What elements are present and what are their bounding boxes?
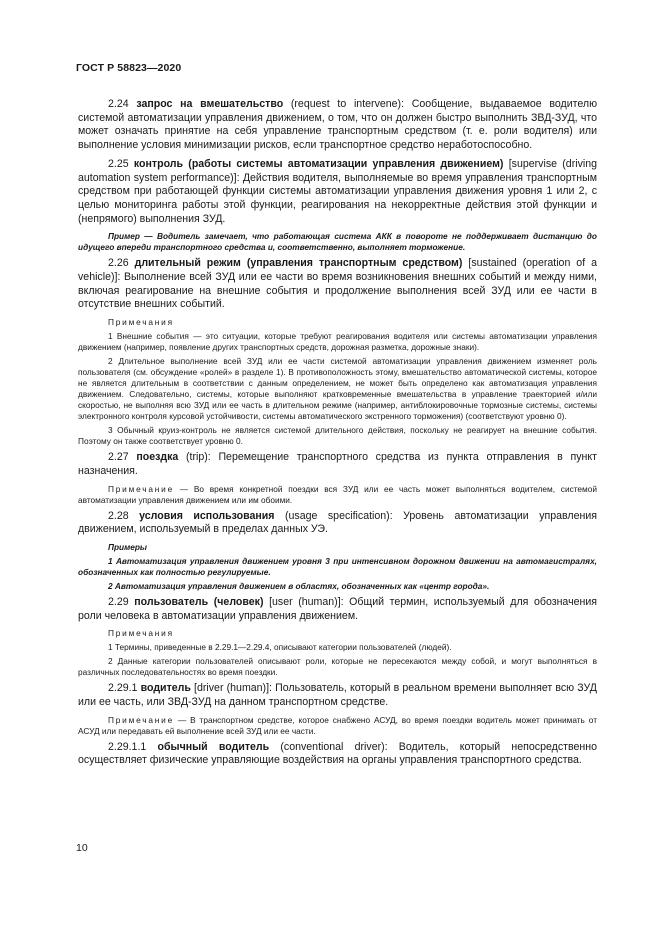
term-definition: (usage specification): Уровень автоматизации управления движением, используемый в пределах данных УЭ. bbox=[78, 509, 597, 536]
notes-heading: Примечания bbox=[108, 628, 174, 639]
term-name: условия использования bbox=[139, 509, 275, 522]
term-name: пользователь (человек) bbox=[134, 595, 264, 608]
term-2-27 bbox=[78, 451, 597, 478]
example-2-25: Пример — Водитель замечает, что работающая система АКК в повороте не поддерживает дистанцию до идущего впереди транспортного средства и, соответственно, выполняет торможение. bbox=[78, 231, 597, 253]
term-definition: [driver (human)]: Пользователь, который в реальном времени выполняет всю ЗУД или ее часть, или ЗВД-ЗУД на данном транспортном средстве. bbox=[78, 682, 597, 709]
examples-heading: Примеры bbox=[108, 541, 148, 552]
term-name: длительный режим (управления транспортным средством) bbox=[134, 257, 463, 270]
note-text: — В транспортном средстве, которое снабжено АСУД, во время поездки водитель может принимать от АСУД или передавать ей выполнение всей ЗУД или ее части. bbox=[78, 714, 597, 736]
notes-heading: Примечания bbox=[108, 317, 174, 328]
note-2-27 bbox=[78, 484, 597, 506]
term-name: контроль (работы системы автоматизации управления движением) bbox=[133, 157, 504, 170]
page-number: 10 bbox=[76, 842, 88, 854]
page-header: ГОСТ Р 58823—2020 bbox=[76, 62, 182, 74]
term-definition: [user (human)]: Общий термин, используемый для обозначения роли человека в автоматизации управления движением. bbox=[78, 595, 598, 622]
term-number: 2.29.1 bbox=[108, 682, 138, 695]
term-definition: [sustained (operation of a vehicle)]: Выполнение всей ЗУД или ее части во время возникновения внешних событий и между ними, включая реагирование на внешние события и продолжение выполнения всей ЗУД или ее части в отсутствие внешних событий. bbox=[78, 257, 598, 311]
term-number: 2.29 bbox=[108, 595, 129, 608]
term-name: водитель bbox=[140, 682, 191, 695]
term-definition: (trip): Перемещение транспортного средства из пункта отправления в пункт назначения. bbox=[78, 451, 597, 477]
note-label: Примечание bbox=[108, 483, 175, 494]
term-2-26 bbox=[78, 257, 597, 312]
term-definition: (conventional driver): Водитель, который непосредственно осуществляет физические управляющие воздействия на органы управления транспортного средства. bbox=[78, 740, 597, 767]
note-2-29-1 bbox=[78, 715, 597, 737]
note-text: — Во время конкретной поездки вся ЗУД или ее часть может выполняться водителем, системой автоматизации управления движением или им обоими. bbox=[78, 483, 597, 505]
note-item: 1 Внешние события — это ситуации, которые требуют реагирования водителя или системы автоматизации управления движением (например, появление других транспортных средств, дорожная разметка, дорожные знаки). bbox=[78, 331, 597, 353]
term-number: 2.26 bbox=[108, 257, 129, 270]
term-name: запрос на вмешательство bbox=[136, 98, 284, 110]
term-number: 2.27 bbox=[108, 451, 129, 464]
term-name: обычный водитель bbox=[157, 740, 270, 753]
term-number: 2.24 bbox=[108, 98, 129, 110]
term-number: 2.25 bbox=[108, 157, 129, 170]
term-2-28 bbox=[78, 510, 597, 537]
note-label: Примечание bbox=[108, 714, 175, 725]
term-definition: [supervise (driving automation system performance)]: Действия водителя, выполняемые во время управления транспортным средством при работающей функции системы автоматизации управления движения уровня 1 или 2, с целью мониторинга работы этой функции, реагирования на некорректные действия этой функции и (непрямого) выполнения ЗУД. bbox=[78, 157, 598, 225]
term-2-29 bbox=[78, 596, 597, 623]
term-2-25 bbox=[78, 158, 597, 227]
note-item: 2 Длительное выполнение всей ЗУД или ее части системой автоматизации управления движением изменяет роль пользователя (см. обсуждение «ролей» в разделе 1). В противоположность этому, вмешательство автоматической системы, которое не является длительным в соответствии с данным определением, не может быть определено как автоматизация управления движением. Следовательно, системы, которые выполняют кратковременные вмешательства в управление траекторией и/или скоростью, не выполняя всю ЗУД или ее часть в длительном режиме (например, антиблокировочные тормозные системы, системы электронного контроля курсовой устойчивости, системы автоматического экстренного торможения) (соответствуют уровню 0). bbox=[78, 356, 597, 422]
note-item: 1 Термины, приведенные в 2.29.1—2.29.4, описывают категории пользователей (людей). bbox=[108, 642, 452, 653]
term-2-29-1-1 bbox=[78, 741, 597, 768]
term-2-29-1 bbox=[78, 682, 597, 709]
page-body bbox=[78, 98, 597, 773]
term-number: 2.29.1.1 bbox=[108, 740, 147, 753]
note-item: 2 Данные категории пользователей описывают роли, которые не пересекаются между собой, и могут выполняться в различных последовательностях во время поездки. bbox=[78, 656, 597, 678]
term-definition: (request to intervene): Сообщение, выдаваемое водителю системой автоматизации управления движением, о том, что он должен быстро выполнить ЗВД-ЗУД, что может означать принятие на себя управление транспортным средством (т. е. роли водителя) или выполнение условия минимизации рисков, если транспортное средство неработоспособно. bbox=[78, 98, 598, 152]
term-number: 2.28 bbox=[108, 509, 129, 522]
term-name: поездка bbox=[136, 451, 179, 464]
term-2-24 bbox=[78, 98, 597, 153]
example-item: 1 Автоматизация управления движением уровня 3 при интенсивном дорожном движении на автомагистралях, обозначенных как полностью регулируемые. bbox=[78, 555, 597, 577]
example-item: 2 Автоматизация управления движением в областях, обозначенных как «центр города». bbox=[108, 580, 490, 591]
note-item: 3 Обычный круиз-контроль не является системой длительного действия, поскольку не реагирует на внешние события. Поэтому он также соответствует уровню 0. bbox=[78, 425, 597, 447]
